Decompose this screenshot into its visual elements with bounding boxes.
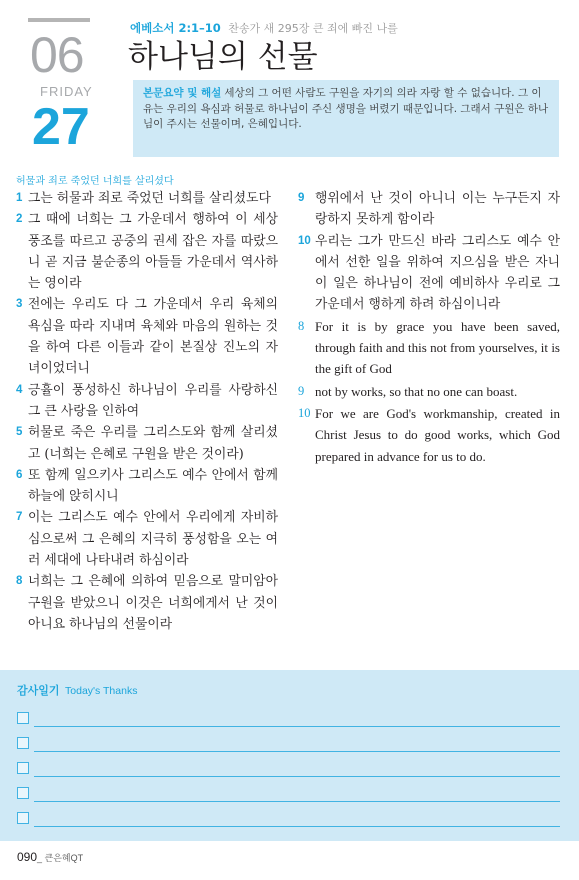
english-verse	[298, 316, 560, 380]
verse	[16, 571, 278, 635]
thanks-entry-line[interactable]	[17, 787, 560, 803]
hymn-reference: 찬송가 새 295장 큰 죄에 빠진 나를	[228, 22, 398, 35]
thanks-entry-line[interactable]	[17, 812, 560, 828]
verse-text: 너희는 그 은혜에 의하여 믿음으로 말미암아 구원을 받았으니 이것은 너희에게서 난 것이 아니요 하나님의 선물이라	[28, 574, 278, 632]
summary-box	[133, 80, 559, 157]
verse	[298, 231, 560, 316]
verse	[16, 380, 278, 423]
verse-text: 이는 그리스도 예수 안에서 우리에게 자비하심으로써 그 은혜의 지극히 풍성함을 오는 여러 세대에 나타내려 하심이라	[28, 510, 278, 569]
checkbox-icon[interactable]	[17, 712, 29, 724]
checkbox-icon[interactable]	[17, 787, 29, 799]
verse	[16, 294, 278, 379]
verse-text: 전에는 우리도 다 그 가운데서 우리 육체의 욕심을 따라 지내며 육체와 마음의 원하는 것을 하여 다른 이들과 같이 본질상 진노의 자녀이었더니	[28, 297, 278, 377]
verse	[16, 188, 278, 209]
verse-number: 9	[298, 192, 305, 204]
writing-rule	[34, 776, 560, 777]
verse-text: 우리는 그가 만드신 바라 그리스도 예수 안에서 선한 일을 위하여 지으심을 받은 자니 이 일은 하나님이 전에 예비하사 우리로 그 가운데서 행하게 하려 하심이니라	[315, 233, 560, 313]
verse-text: 행위에서 난 것이 아니니 이는 누구든지 자랑하지 못하게 함이라	[315, 191, 560, 228]
checkbox-icon[interactable]	[17, 737, 29, 749]
verse-number: 7	[16, 511, 23, 524]
thanks-title-english: Today's Thanks	[65, 685, 138, 697]
verse	[298, 188, 560, 231]
section-heading: 허물과 죄로 죽었던 너희를 살리셨다	[16, 176, 174, 187]
checkbox-icon[interactable]	[17, 762, 29, 774]
verse	[16, 465, 278, 508]
verse-text: 또 함께 일으키사 그리스도 예수 안에서 함께 하늘에 앉히시니	[28, 467, 278, 505]
verse-number: 8	[298, 318, 305, 333]
writing-rule	[34, 751, 560, 752]
verse	[16, 507, 278, 571]
verse	[16, 209, 278, 294]
verse-text: 그는 허물과 죄로 죽었던 너희를 살리셨도다	[28, 191, 271, 206]
writing-rule	[34, 826, 560, 827]
verse-text: 그 때에 너희는 그 가운데서 행하여 이 세상 풍조를 따르고 공중의 권세 잡은 자를 따랐으니 곧 지금 불순종의 아들들 가운데서 역사하는 영이라	[28, 212, 278, 292]
summary-text: 세상의 그 어떤 사람도 구원을 자기의 의라 자랑 할 수 없습니다. 그 이유는 우리의 욕심과 허물로 하나님이 주신 생명을 버렸기 때문입니다. 그래서 구원은 하나님이 주시는 선물이며, 은혜입니다.	[143, 87, 549, 130]
verse-number: 4	[16, 383, 23, 396]
verse-text: 허물로 죽은 우리를 그리스도와 함께 살리셨고 (너희는 은혜로 구원을 받은 것이라)	[28, 425, 278, 462]
writing-rule	[34, 726, 560, 727]
day-number: 06	[30, 27, 84, 83]
writing-rule	[34, 801, 560, 802]
verse-number: 2	[16, 213, 23, 226]
thanks-title	[17, 682, 137, 698]
thanks-title-korean: 감사일기	[17, 684, 60, 697]
thanks-entry-line[interactable]	[17, 762, 560, 778]
page-title: 하나님의 선물	[128, 39, 318, 75]
verse-number: 6	[16, 468, 23, 481]
verse-text: For we are God's workmanship, created in Christ Jesus to do good works, which God prepared in advance for us to do.	[315, 405, 560, 464]
thanks-entry-line[interactable]	[17, 712, 560, 728]
verse-number: 9	[298, 383, 305, 398]
verses-left-column	[16, 188, 278, 635]
weekday: FRIDAY	[40, 84, 93, 99]
top-rule	[28, 18, 90, 22]
scripture-reference-line	[130, 20, 398, 36]
verse-text: not by works, so that no one can boast.	[315, 383, 518, 399]
english-verse	[298, 381, 560, 402]
publication-name: _ 큰은혜QT	[37, 853, 84, 863]
verse-number: 8	[16, 575, 23, 588]
page-footer	[17, 850, 83, 864]
verse	[16, 422, 278, 465]
verse-number: 3	[16, 298, 23, 311]
date-number: 27	[32, 98, 90, 156]
thanks-entry-line[interactable]	[17, 737, 560, 753]
page-number: 090	[17, 850, 38, 864]
summary-label: 본문요약 및 해설	[143, 87, 222, 99]
verse-number: 1	[16, 192, 23, 204]
scripture-reference: 에베소서 2:1–10	[130, 21, 221, 35]
english-verse	[298, 403, 560, 467]
verse-number: 10	[298, 405, 311, 420]
verse-text: 긍휼이 풍성하신 하나님이 우리를 사랑하신 그 큰 사랑을 인하여	[28, 382, 278, 419]
verse-number: 10	[298, 234, 311, 247]
verses-right-column	[298, 188, 560, 468]
thanks-section	[0, 670, 579, 841]
verse-number: 5	[16, 426, 23, 439]
verse-text: For it is by grace you have been saved, through faith and this not from yourselves, it is the gift of God	[315, 318, 560, 377]
checkbox-icon[interactable]	[17, 812, 29, 824]
